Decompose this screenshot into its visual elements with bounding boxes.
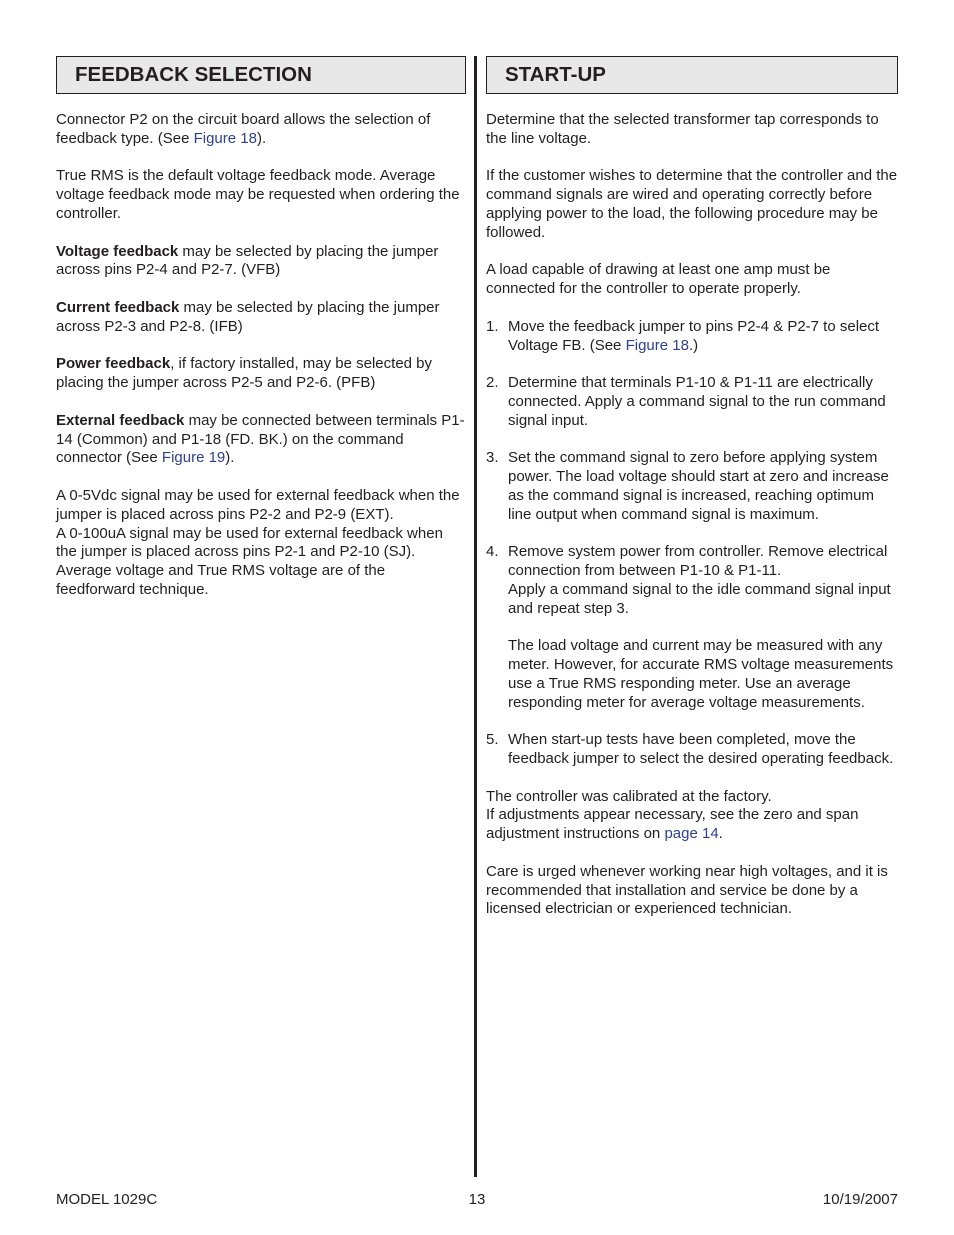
term-power-feedback: Power feedback xyxy=(56,355,171,373)
list-item xyxy=(486,543,898,712)
text: ). xyxy=(256,129,267,147)
paragraph xyxy=(56,299,466,337)
page-number: 13 xyxy=(468,1191,486,1208)
text: may be selected by placing the jumper across P2-3 and P2-8. (IFB) xyxy=(56,298,440,335)
text: .) xyxy=(688,336,699,354)
text: Remove system power from controller. Remove electrical connection from between P1-10 & P1-11. xyxy=(508,543,888,580)
paragraph: Determine that the selected transformer tap corresponds to the line voltage. xyxy=(486,111,879,147)
figure-19-link[interactable]: Figure 19 xyxy=(161,449,226,467)
paragraph: True RMS is the default voltage feedback mode. Average voltage feedback mode may be requested when ordering the controller. xyxy=(56,167,460,222)
column-divider xyxy=(474,56,477,1177)
document-date: 10/19/2007 xyxy=(822,1191,898,1208)
paragraph: A 0-5Vdc signal may be used for external feedback when the jumper is placed across pins P2-2 and P2-9 (EXT). xyxy=(56,486,460,523)
procedure-list xyxy=(486,318,898,769)
section-title-feedback-selection: FEEDBACK SELECTION xyxy=(56,56,466,94)
term-voltage-feedback: Voltage feedback xyxy=(56,242,179,260)
text: Connector P2 on the circuit board allows the selection of feedback type. (See xyxy=(56,111,431,147)
step-number: 4. xyxy=(486,543,499,561)
text: Apply a command signal to the idle command signal input and repeat step 3. xyxy=(508,580,891,617)
step-number: 5. xyxy=(486,731,499,749)
text: Set the command signal to zero before applying system power. The load voltage should start at zero and increase as the command signal is increased, reaching optimum line output when command signal is maximum. xyxy=(508,449,889,523)
paragraph: If the customer wishes to determine that the controller and the command signals are wired and operating correctly before applying power to the load, the following procedure may be followed. xyxy=(486,167,898,241)
feedback-selection-body xyxy=(56,111,466,600)
text: If adjustments appear necessary, see the zero and span adjustment instructions on xyxy=(486,806,859,843)
page-14-link[interactable]: page 14 xyxy=(664,825,719,843)
text: . xyxy=(718,825,723,843)
feedback-selection-section xyxy=(56,56,466,619)
figure-18-link[interactable]: Figure 18 xyxy=(625,336,689,354)
list-item xyxy=(486,318,898,356)
step-number: 3. xyxy=(486,449,499,467)
step-number: 1. xyxy=(486,317,499,335)
paragraph: Care is urged whenever working near high voltages, and it is recommended that installation and service be done by a licensed electrician or experienced technician. xyxy=(486,862,888,918)
start-up-section xyxy=(486,56,898,938)
list-item xyxy=(486,731,898,769)
model-label: MODEL 1029C xyxy=(56,1191,158,1208)
text: Move the feedback jumper to pins P2-4 & P2-7 to select Voltage FB. (See xyxy=(508,317,880,354)
text: may be selected by placing the jumper across pins P2-4 and P2-7. (VFB) xyxy=(56,242,439,279)
term-current-feedback: Current feedback xyxy=(56,298,180,316)
list-item xyxy=(486,374,898,430)
text: may be connected between terminals P1-14 (Common) and P1-18 (FD. BK.) on the command connector (See xyxy=(56,411,465,467)
paragraph: The controller was calibrated at the factory. xyxy=(486,787,772,805)
paragraph: A 0-100uA signal may be used for external feedback when the jumper is placed across pins P2-1 and P2-10 (SJ). xyxy=(56,524,443,561)
start-up-body xyxy=(486,111,898,919)
text: Determine that terminals P1-10 & P1-11 are electrically connected. Apply a command signal to the run command signal input. xyxy=(508,374,886,429)
paragraph: Average voltage and True RMS voltage are of the feedforward technique. xyxy=(56,562,386,598)
paragraph: A load capable of drawing at least one amp must be connected for the controller to operate properly. xyxy=(486,261,831,298)
paragraph xyxy=(486,806,898,844)
text: When start-up tests have been completed, move the feedback jumper to select the desired operating feedback. xyxy=(508,731,894,768)
paragraph xyxy=(56,355,466,393)
step-note: The load voltage and current may be measured with any meter. However, for accurate RMS voltage measurements use a True RMS responding meter. Use an average responding meter for average voltage measurements. xyxy=(508,637,894,711)
term-external-feedback: External feedback xyxy=(56,411,185,429)
paragraph xyxy=(56,243,466,281)
figure-18-link[interactable]: Figure 18 xyxy=(193,129,257,147)
list-item xyxy=(486,449,898,524)
text: , if factory installed, may be selected by placing the jumper across P2-5 and P2-6. (PFB) xyxy=(56,355,433,392)
text: ). xyxy=(225,449,235,467)
paragraph xyxy=(56,412,466,468)
paragraph xyxy=(56,111,466,149)
step-number: 2. xyxy=(486,374,499,392)
section-title-start-up: START-UP xyxy=(486,56,898,94)
